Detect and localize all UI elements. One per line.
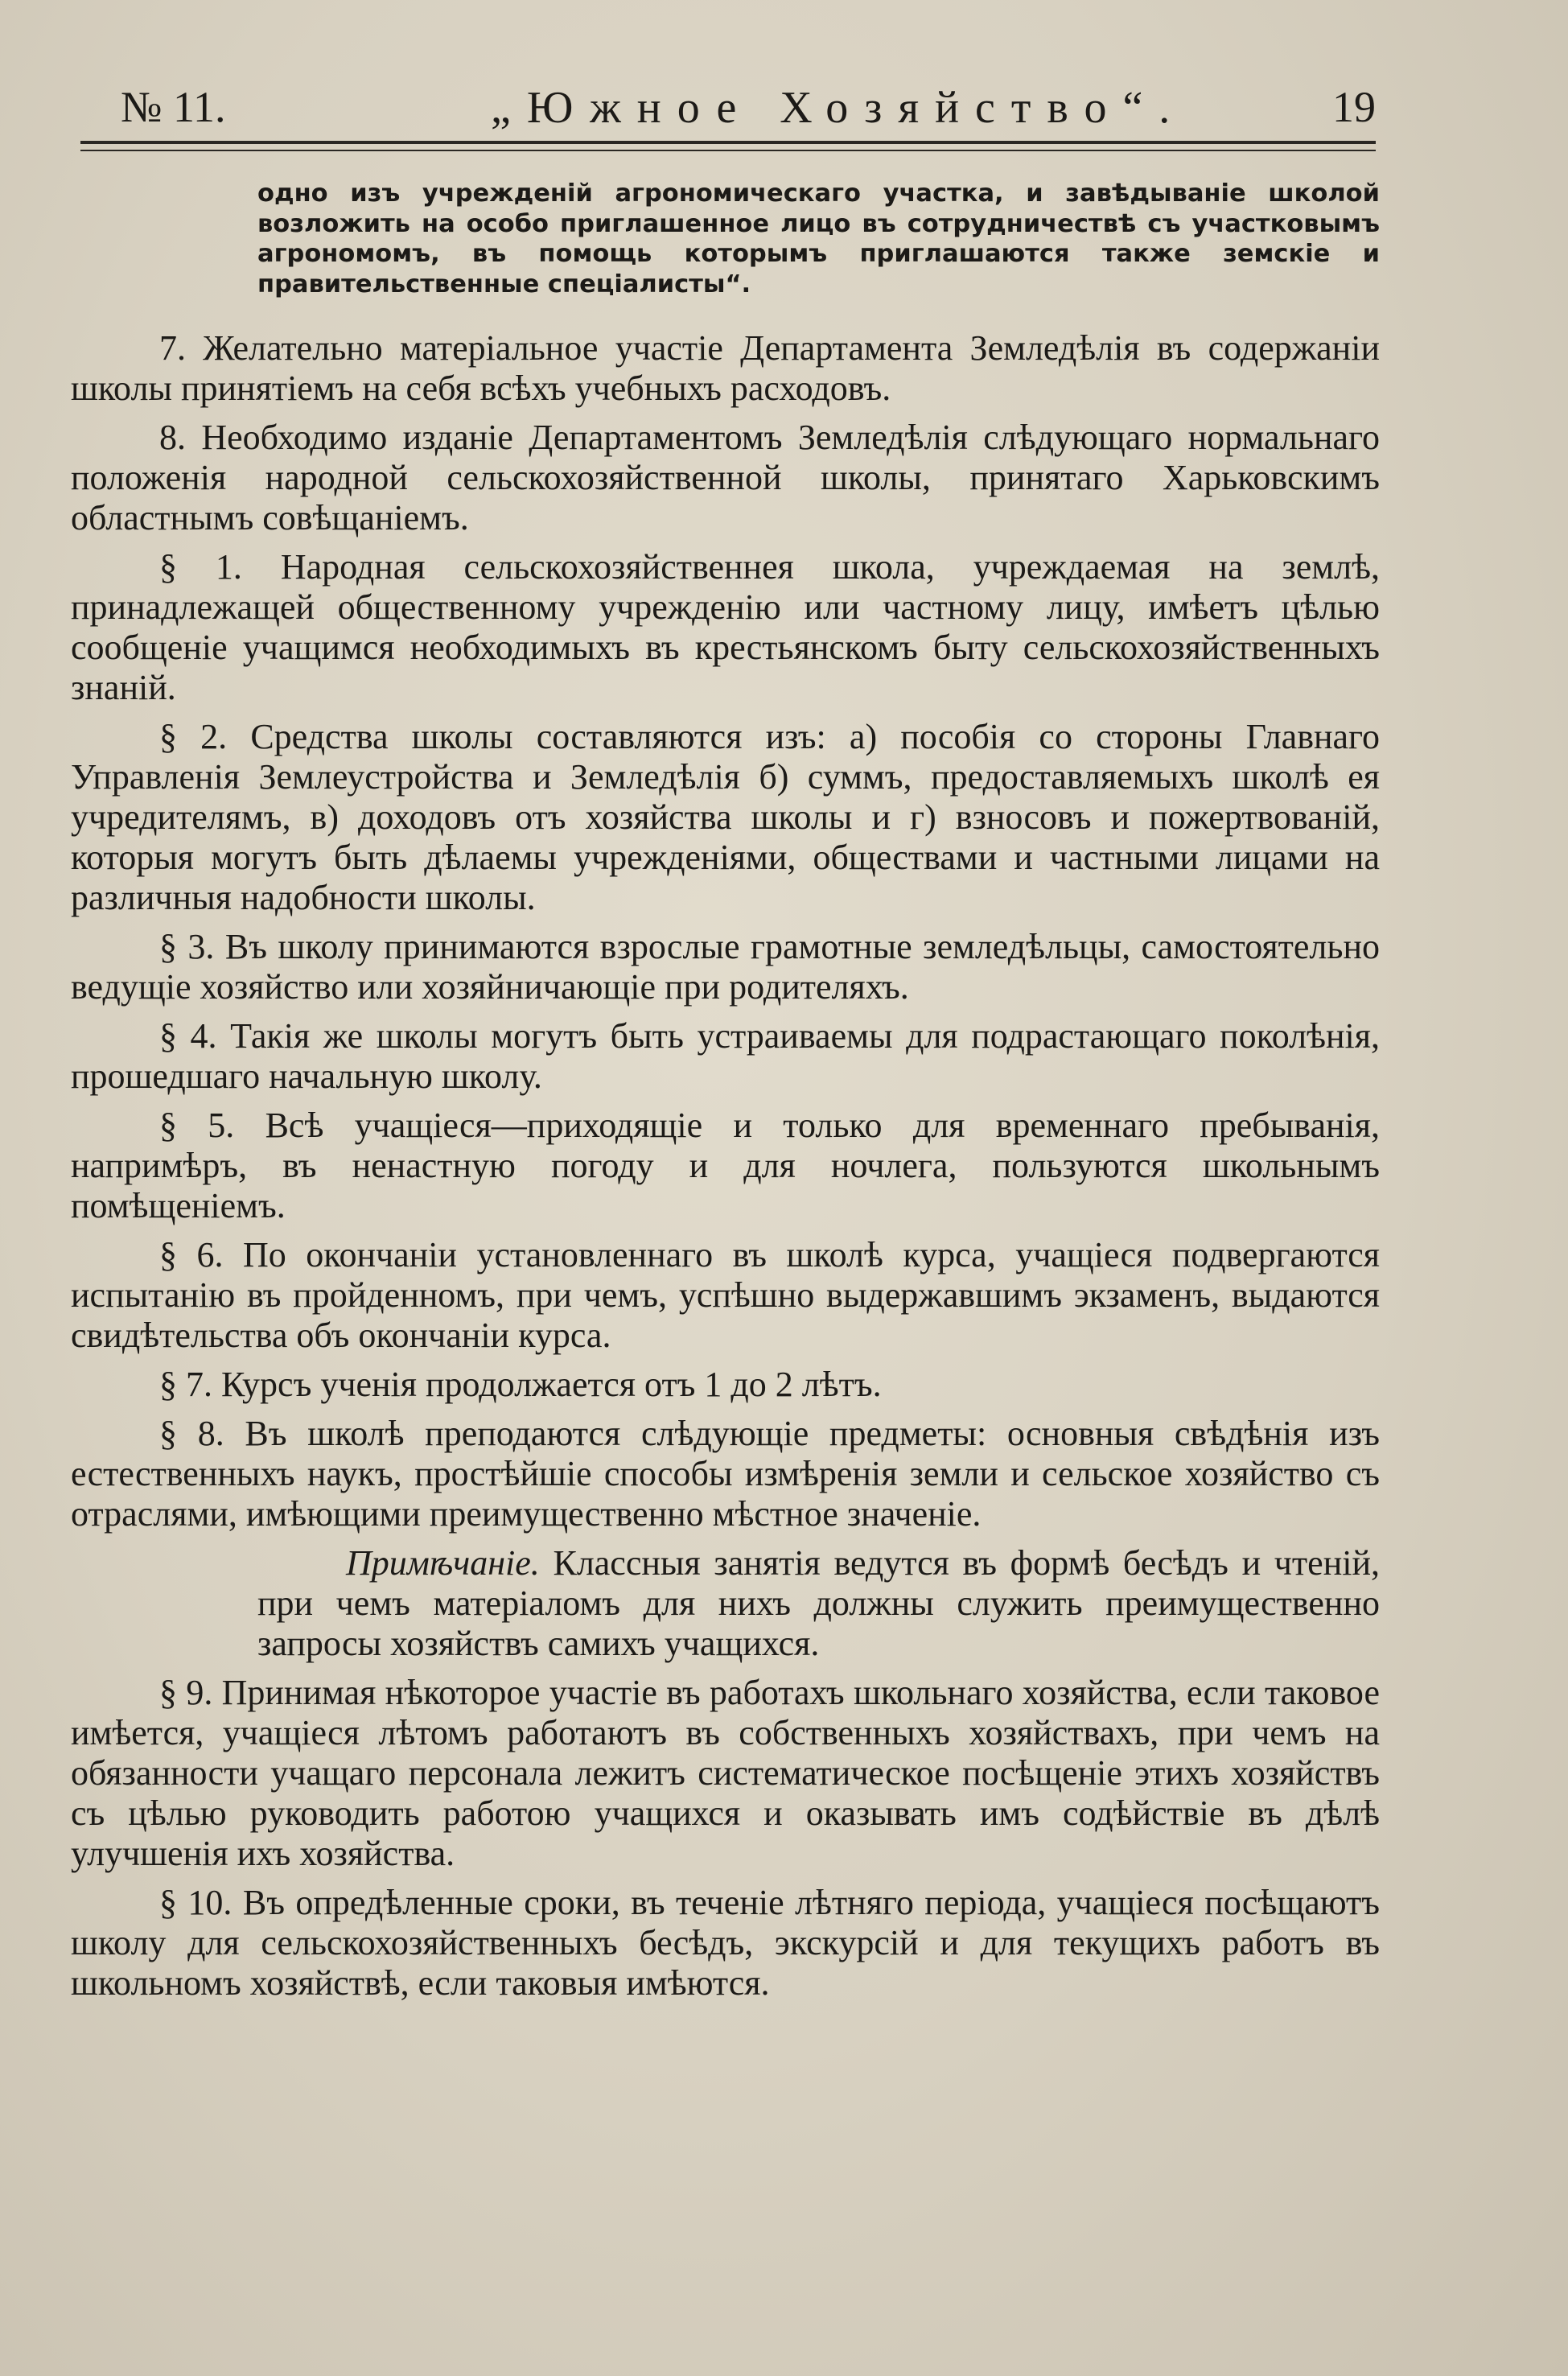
note-text: Классныя занятія ведутся въ формѣ бесѣдъ и чтеній, при чемъ матеріаломъ для нихъ должны служить преимущественно запросы хозяйствъ самихъ учащихся. [257,1543,1381,1663]
note-paragraph [257,1543,1380,1664]
paragraph: § 9. Принимая нѣкоторое участіе въ работахъ школьнаго хозяйства, если таковое имѣется, учащіеся лѣтомъ работаютъ въ собственныхъ хозяйствахъ, при чемъ на обязанности учащаго персонала лежитъ систематическое посѣщеніе этихъ хозяйствъ съ цѣлью руководить работою учащихся и оказывать имъ содѣйствіе въ дѣлѣ улучшенія ихъ хозяйства. [71,1673,1380,1873]
header-rule-thin [80,150,1376,151]
paragraph: § 10. Въ опредѣленные сроки, въ теченіе лѣтняго періода, учащіеся посѣщаютъ школу для сельскохозяйственныхъ бесѣдъ, экскурсій и для текущихъ работъ въ школьномъ хозяйствѣ, если таковыя имѣются. [71,1883,1380,2003]
quoted-text-block: одно изъ учрежденій агрономическаго участка, и завѣдываніе школой возложить на особо приглашенное лицо въ сотрудничествѣ съ участковымъ агрономомъ, въ помощь которымъ приглашаются также земскіе и правительственные спеціалисты“. [257,179,1380,299]
paragraph: § 8. Въ школѣ преподаются слѣдующіе предметы: основныя свѣдѣнія изъ естественныхъ наукъ, простѣйшіе способы измѣренія земли и сельское хозяйство съ отраслями, имѣющими преимущественно мѣстное значеніе. [71,1414,1380,1534]
paragraph: § 6. По окончаніи установленнаго въ школѣ курса, учащіеся подвергаются испытанію въ пройденномъ, при чемъ, успѣшно выдержавшимъ экзаменъ, выдаются свидѣтельства объ окончаніи курса. [71,1235,1380,1355]
paragraph: § 3. Въ школу принимаются взрослые грамотные земледѣльцы, самостоятельно ведущіе хозяйство или хозяйничающіе при родителяхъ. [71,927,1380,1007]
paragraph: § 7. Курсъ ученія продолжается отъ 1 до 2 лѣтъ. [159,1365,882,1404]
running-header [121,82,1376,146]
paragraph: § 5. Всѣ учащіеся—приходящіе и только для временнаго пребыванія, напримѣръ, въ ненастную погоду и для ночлега, пользуются школьнымъ помѣщеніемъ. [71,1106,1380,1225]
paragraph: 8. Необходимо изданіе Департаментомъ Земледѣлія слѣдующаго нормальнаго положенія народной сельскохозяйственной школы, принятаго Харьковскимъ областнымъ совѣщаніемъ. [71,418,1380,537]
issue-number: № 11. [121,83,226,131]
paragraph: § 2. Средства школы составляются изъ: а) пособія со стороны Главнаго Управленія Землеустройства и Земледѣлія б) суммъ, предоставляемыхъ школѣ ея учредителямъ, в) доходовъ отъ хозяйства школы и г) взносовъ и пожертвованій, которыя могутъ быть дѣлаемы учрежденіями, обществами и частными лицами на различныя надобности школы. [71,717,1380,917]
header-rule-thick [80,141,1376,144]
paragraph: § 1. Народная сельскохозяйственнея школа, учреждаемая на землѣ, принадлежащей общественному учрежденію или частному лицу, имѣетъ цѣлью сообщеніе учащимся необходимыхъ въ крестьянскомъ быту сельскохозяйственныхъ знаній. [71,547,1380,707]
note-label: Примѣчаніе. [346,1543,540,1583]
paragraph: 7. Желательно матеріальное участіе Департамента Земледѣлія въ содержаніи школы принятіемъ на себя всѣхъ учебныхъ расходовъ. [71,328,1380,408]
page-number: 19 [1332,83,1376,131]
main-text [71,328,1380,2012]
paragraph: § 4. Такія же школы могутъ быть устраиваемы для подрастающаго поколѣнія, прошедшаго начальную школу. [71,1016,1380,1096]
journal-title: „Южное Хозяйство“. [491,83,1187,133]
